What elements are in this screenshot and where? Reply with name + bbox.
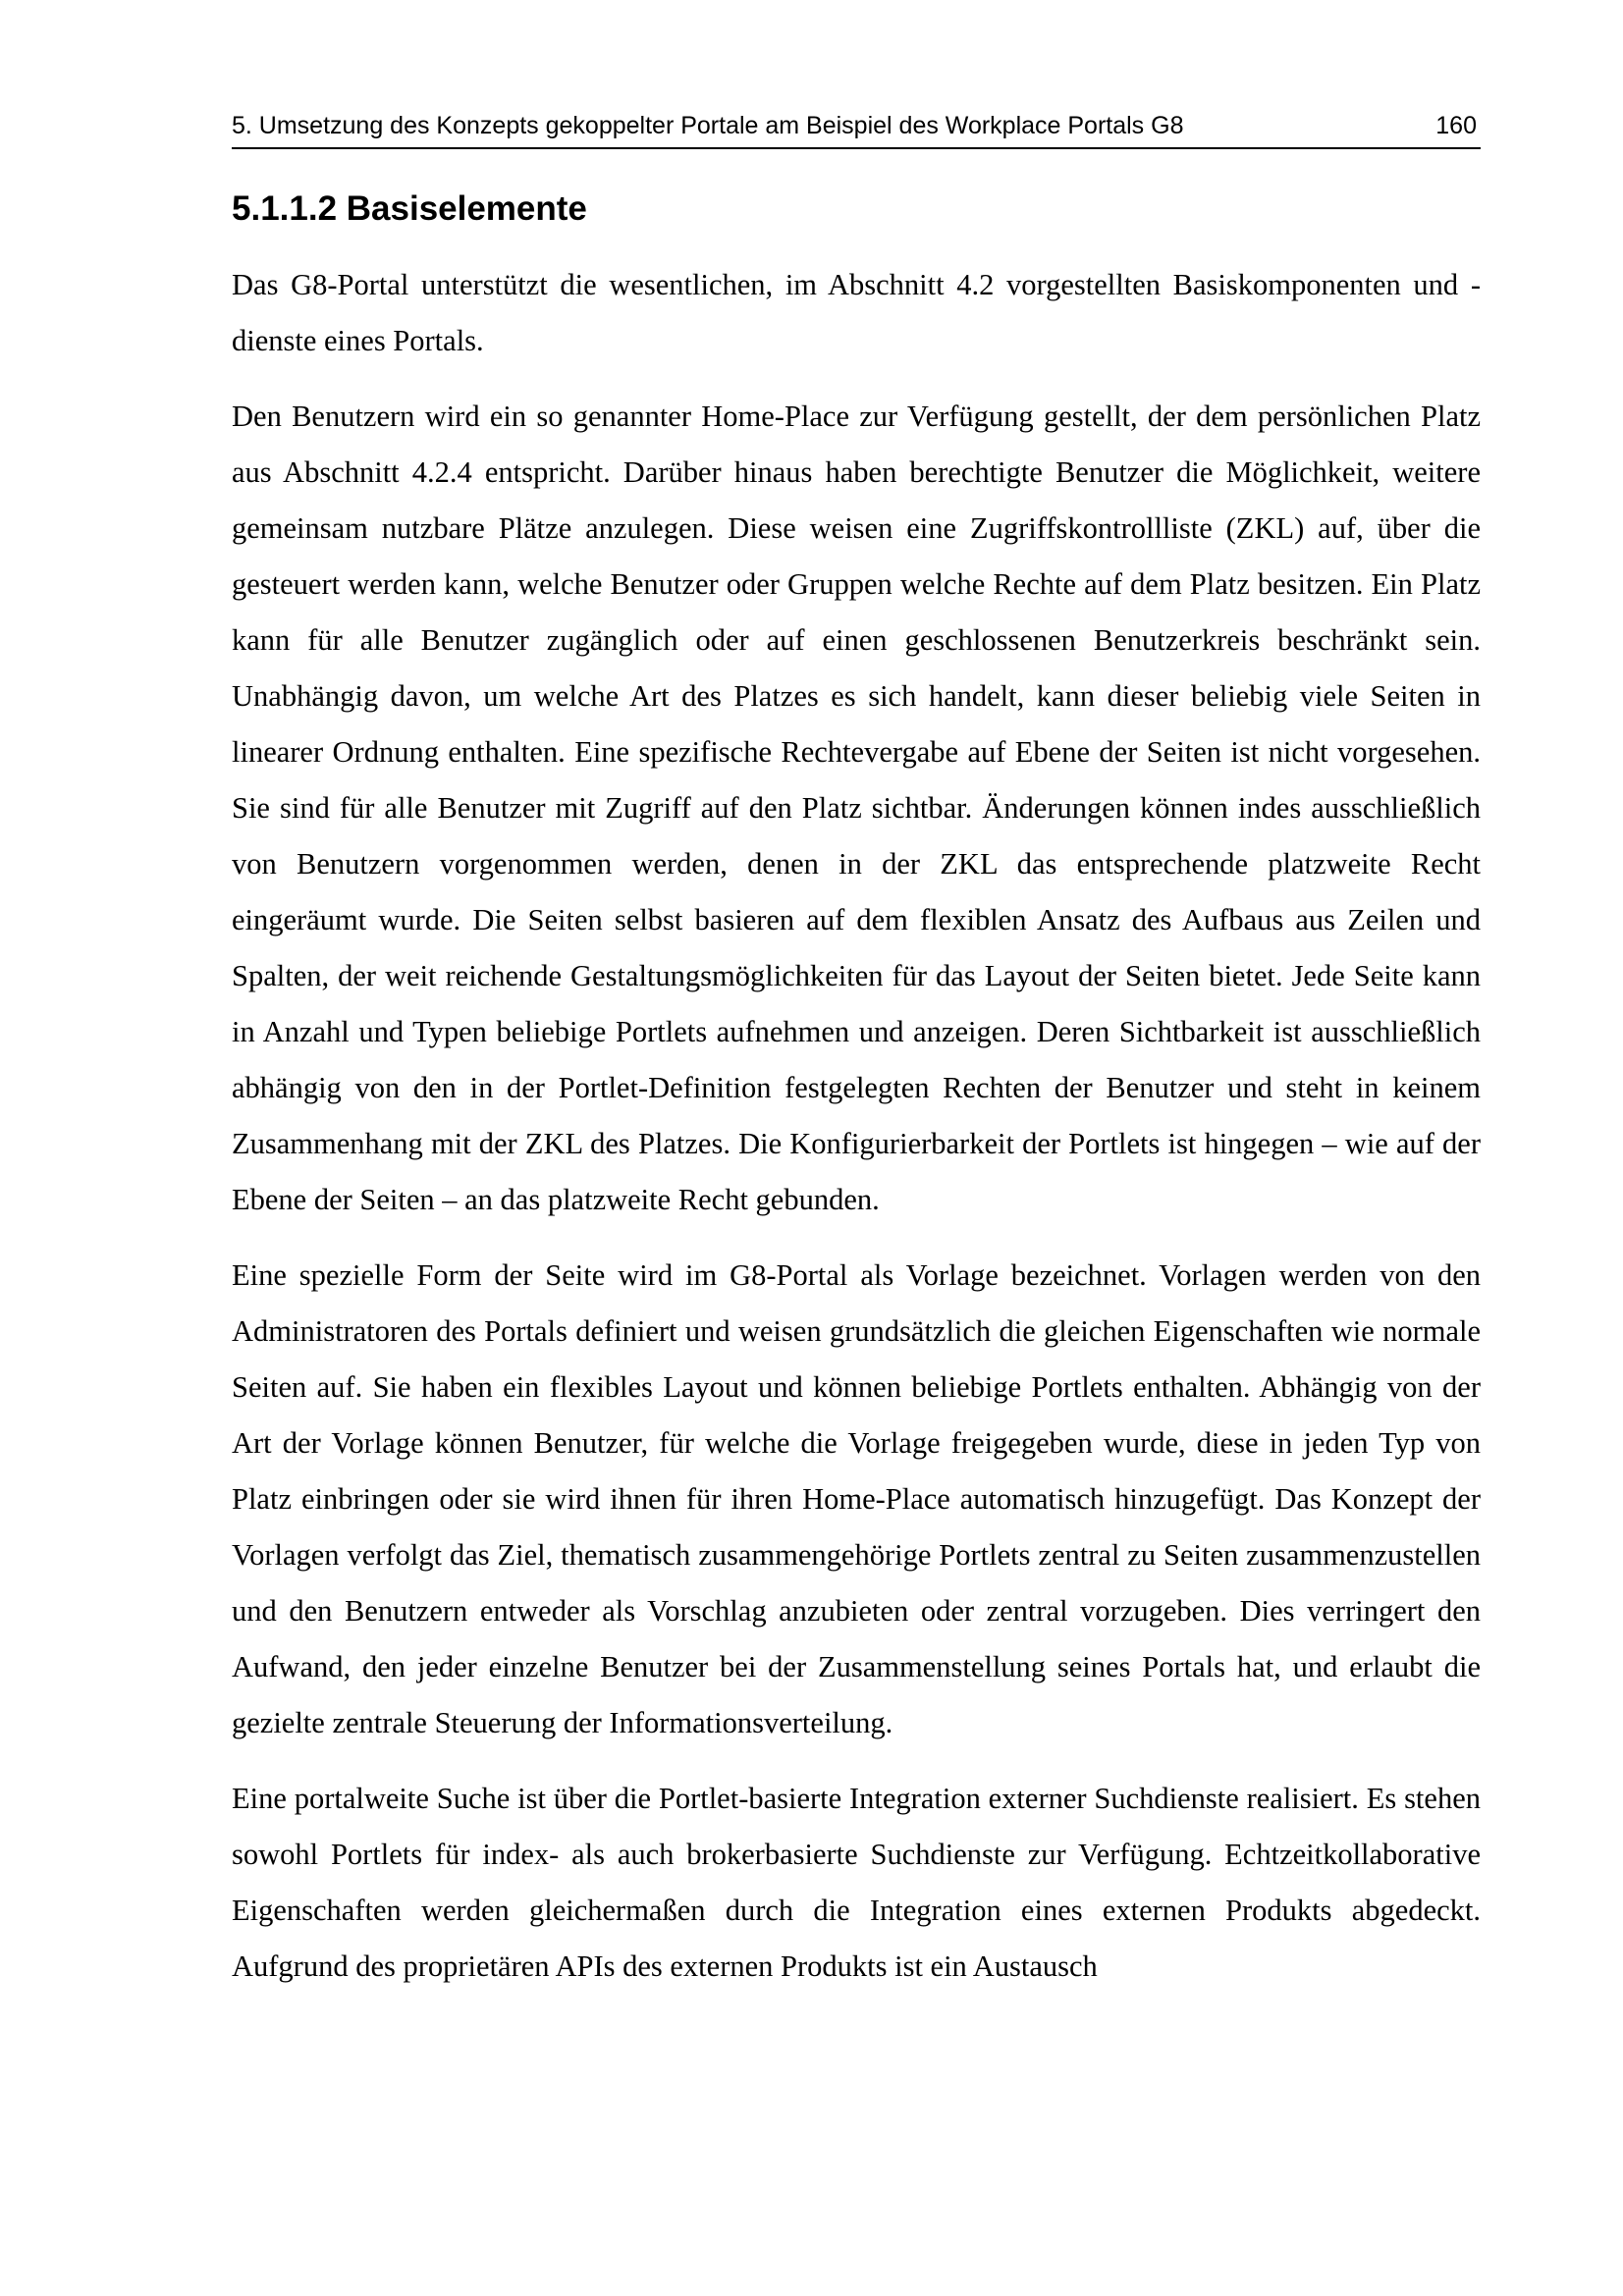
- running-header: [232, 108, 1481, 149]
- paragraph-suche: Eine portalweite Suche ist über die Portlet-basierte Integration externer Suchdienste realisiert. Es stehen sowohl Portlets für index- als auch brokerbasierte Suchdienste zur Verfügung. Echtzeitkollaborative Eigenschaften werden gleichermaßen durch die Integration eines externen Produkts abgedeckt. Aufgrund des proprietären APIs des externen Produkts ist ein Austausch: [232, 1782, 1481, 1983]
- paragraph-home-place: Den Benutzern wird ein so genannter Home-Place zur Verfügung gestellt, der dem persönlichen Platz aus Abschnitt 4.2.4 entspricht. Darüber hinaus haben berechtigte Benutzer die Möglichkeit, weitere gemeinsam nutzbare Plätze anzulegen. Diese weisen eine Zugriffskontrollliste (ZKL) auf, über die gesteuert werden kann, welche Benutzer oder Gruppen welche Rechte auf dem Platz besitzen. Ein Platz kann für alle Benutzer zugänglich oder auf einen geschlossenen Benutzerkreis beschränkt sein. Unabhängig davon, um welche Art des Platzes es sich handelt, kann dieser beliebig viele Seiten in linearer Ordnung enthalten. Eine spezifische Rechtevergabe auf Ebene der Seiten ist nicht vorgesehen. Sie sind für alle Benutzer mit Zugriff auf den Platz sichtbar. Änderungen können indes ausschließlich von Benutzern vorgenommen werden, denen in der ZKL das entsprechende platzweite Recht eingeräumt wurde. Die Seiten selbst basieren auf dem flexiblen Ansatz des Aufbaus aus Zeilen und Spalten, der weit reichende Gestaltungsmöglichkeiten für das Layout der Seiten bietet. Jede Seite kann in Anzahl und Typen beliebige Portlets aufnehmen und anzeigen. Deren Sichtbarkeit ist ausschließlich abhängig von den in der Portlet-Definition festgelegten Rechten der Benutzer und steht in keinem Zusammenhang mit der ZKL des Platzes. Die Konfigurierbarkeit der Portlets ist hingegen – wie auf der Ebene der Seiten – an das platzweite Recht gebunden.: [232, 400, 1481, 1216]
- paragraph-basiskomponenten: Das G8-Portal unterstützt die wesentlichen, im Abschnitt 4.2 vorgestellten Basiskomponenten und -dienste eines Portals.: [232, 268, 1481, 357]
- body-text: [232, 257, 1481, 2014]
- paragraph-vorlagen: Eine spezielle Form der Seite wird im G8-Portal als Vorlage bezeichnet. Vorlagen werden von den Administratoren des Portals definiert und weisen grundsätzlich die gleichen Eigenschaften wie normale Seiten auf. Sie haben ein flexibles Layout und können beliebige Portlets enthalten. Abhängig von der Art der Vorlage können Benutzer, für welche die Vorlage freigegeben wurde, diese in jeden Typ von Platz einbringen oder sie wird ihnen für ihren Home-Place automatisch hinzugefügt. Das Konzept der Vorlagen verfolgt das Ziel, thematisch zusammengehörige Portlets zentral zu Seiten zusammenzustellen und den Benutzern entweder als Vorschlag anzubieten oder zentral vorzugeben. Dies verringert den Aufwand, den jeder einzelne Benutzer bei der Zusammenstellung seines Portals hat, und erlaubt die gezielte zentrale Steuerung der Informationsverteilung.: [232, 1258, 1481, 1739]
- page-number: 160: [1435, 112, 1477, 139]
- chapter-title: 5. Umsetzung des Konzepts gekoppelter Portale am Beispiel des Workplace Portals G8: [232, 112, 1184, 139]
- section-heading: 5.1.1.2 Basiselemente: [232, 189, 587, 228]
